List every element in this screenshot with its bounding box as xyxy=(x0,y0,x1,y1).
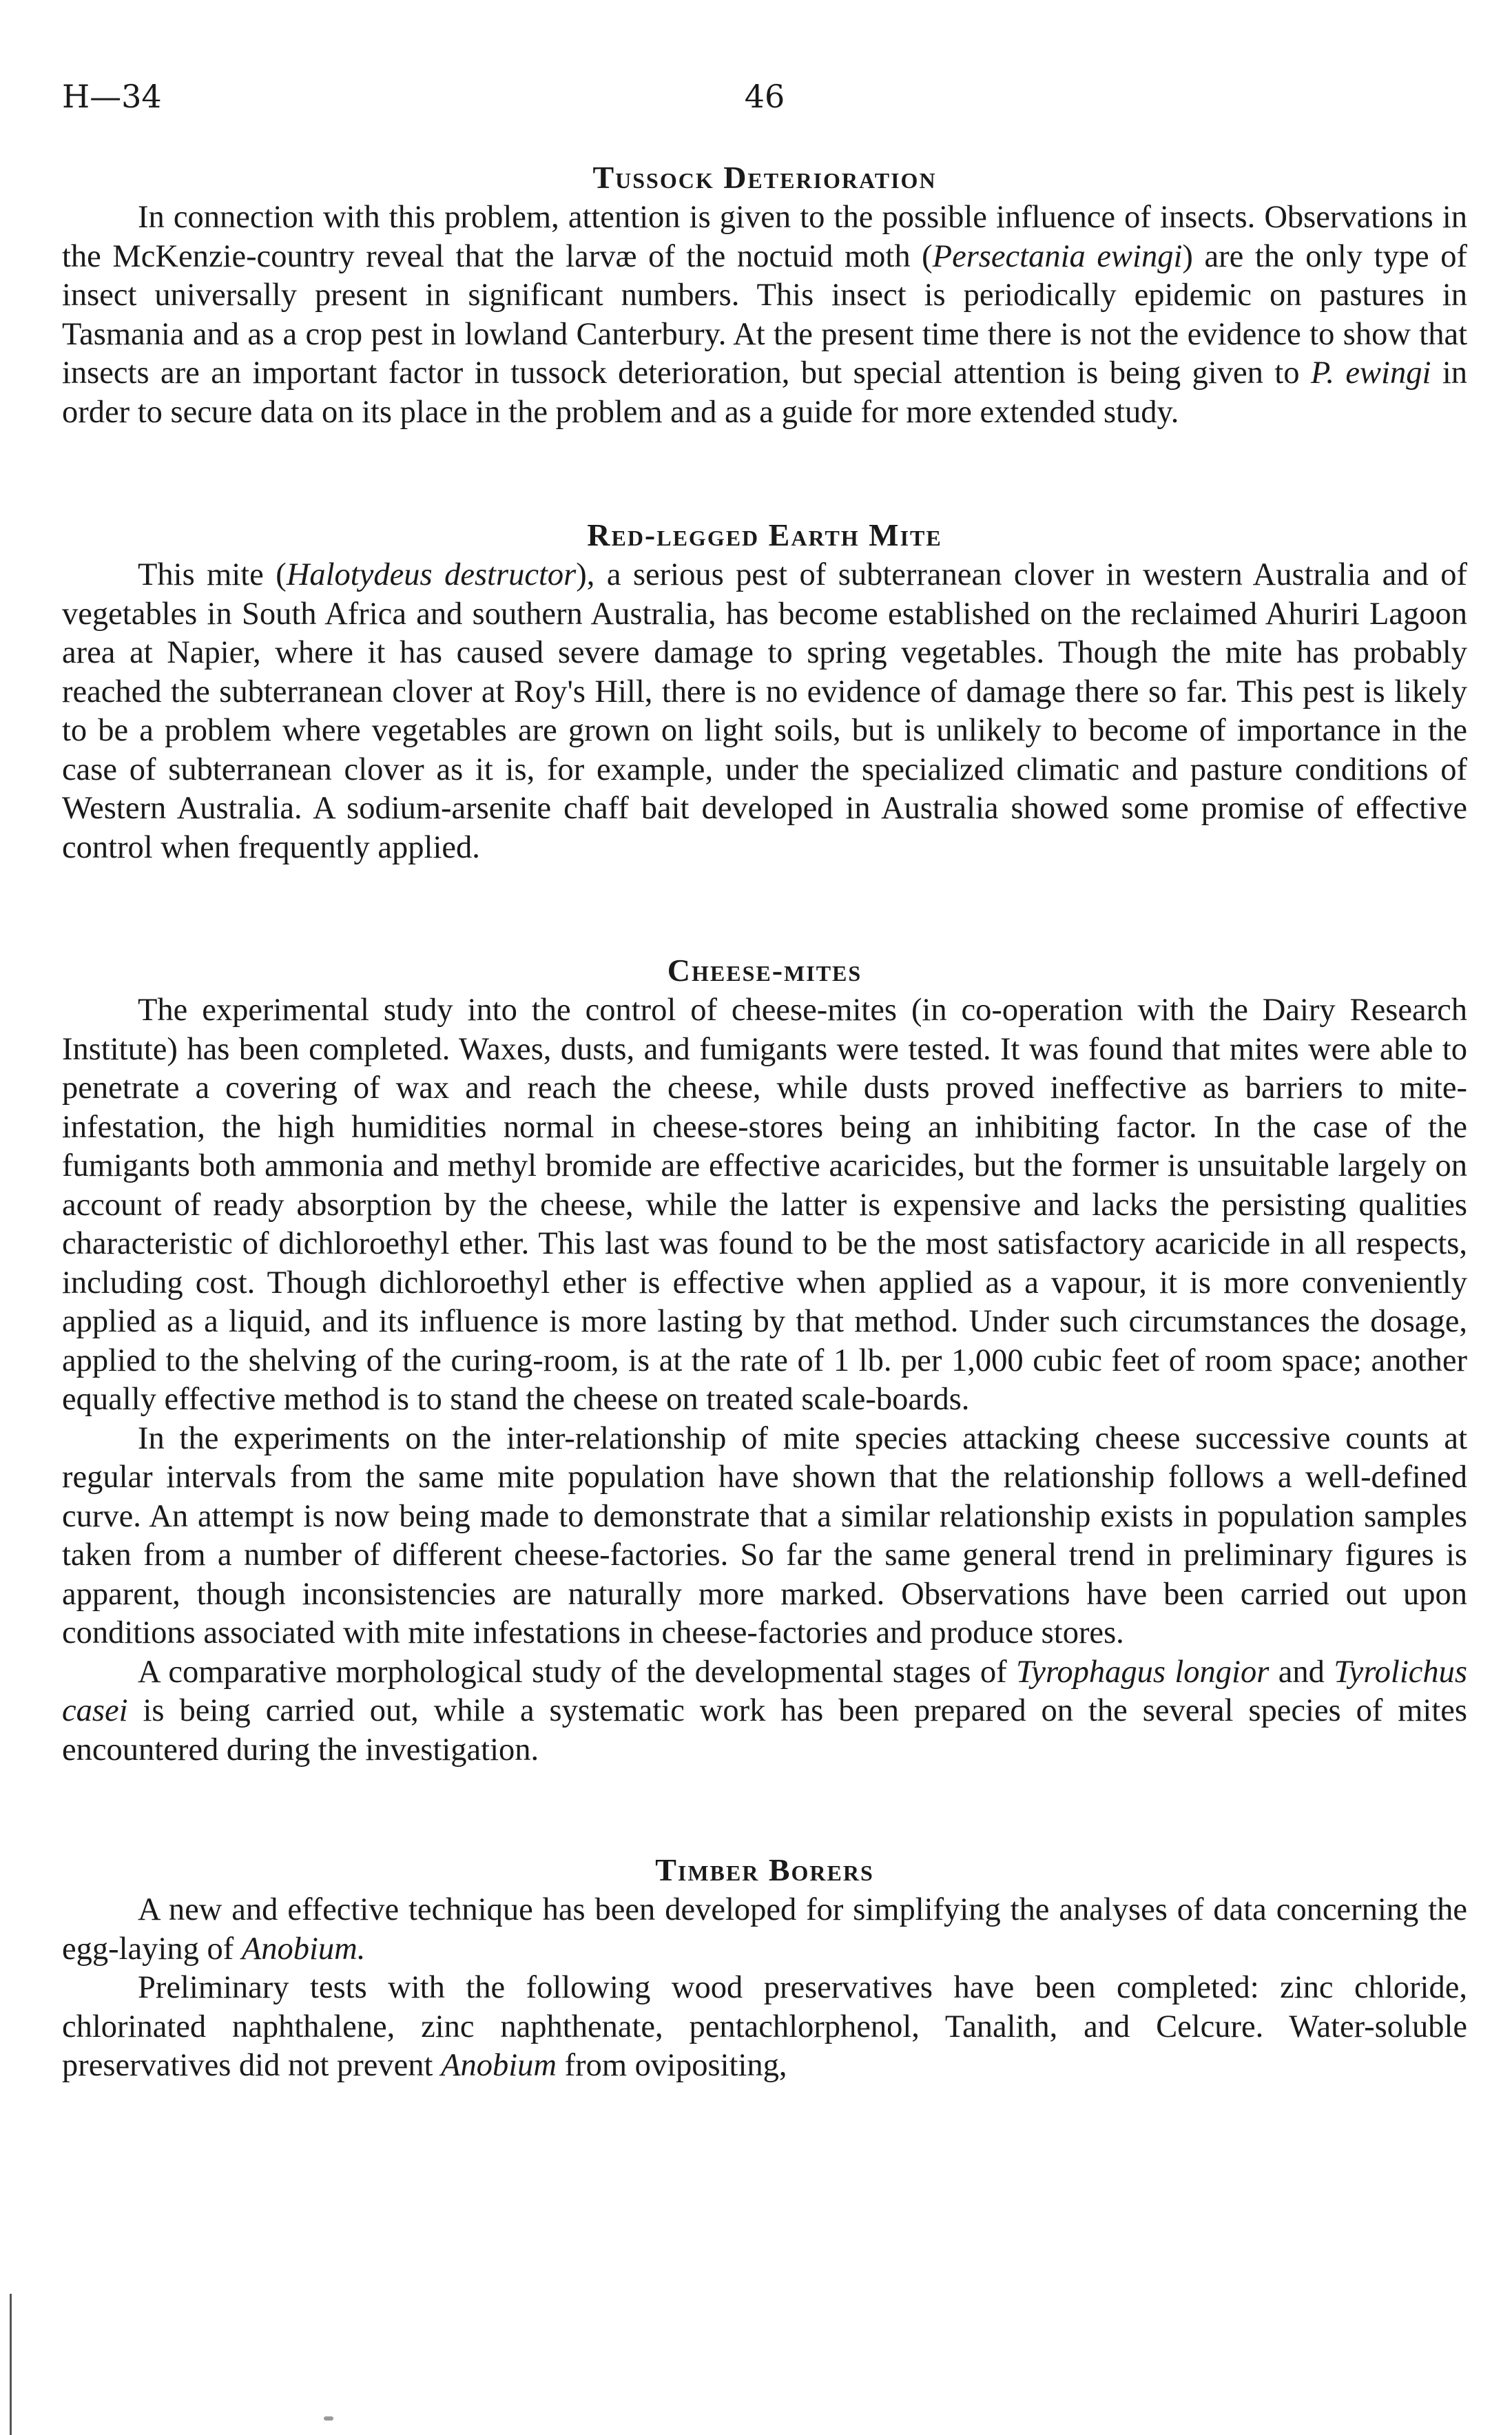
page-header xyxy=(62,72,1467,121)
italic-text: Halotydeus destructor xyxy=(286,557,577,592)
text-run: This mite ( xyxy=(138,557,287,592)
paragraph xyxy=(62,1420,1467,1653)
section-heading: Cheese-mites xyxy=(667,953,862,988)
section-heading: Tussock Deterioration xyxy=(592,160,937,195)
italic-text: Tyrophagus longior xyxy=(1015,1654,1270,1690)
italic-text: Anobium xyxy=(441,2048,557,2083)
page-body xyxy=(62,158,1467,2086)
text-run: Preliminary tests with the following wood preservatives have been completed: zinc chloride, chlorinated naphthalene, zinc naphthenate, pentachlorphenol, Tanalith, and Celcure. Water-soluble preservatives did not prevent xyxy=(62,1970,1467,2083)
section-tussock-deterioration xyxy=(62,158,1467,432)
italic-text: Persectania ewingi xyxy=(932,238,1183,274)
text-run: from ovipositing, xyxy=(556,2048,787,2083)
paragraph xyxy=(62,198,1467,432)
scan-speck xyxy=(324,2416,333,2421)
section-heading: Timber Borers xyxy=(655,1852,874,1887)
italic-text: P. ewingi xyxy=(1310,355,1431,391)
text-run: In the experiments on the inter-relationship of mite species attacking cheese successive counts at regular intervals from the same mite population have shown that the relationship follows a well-defined curve. An attempt is now being made to demonstrate that a similar relationship exists in population samples taken from a number of different cheese-factories. So far the same general trend in preliminary figures is apparent, though inconsistencies are naturally more marked. Observations have been carried out upon conditions associated with mite infestations in cheese-factories and produce stores. xyxy=(62,1420,1467,1650)
text-run: In connection with this problem, attention is given to the possible influence of insects. Observations in the McKenzie-country reveal that the larvæ of the noctuid moth ( xyxy=(62,200,1467,274)
text-run: ) are the only type of insect universally present in significant numbers. This insect is periodically epidemic on pastures in Tasmania and as a crop pest in lowland Canterbury. At the present time there is not the evidence to show that insects are an important factor in tussock deterioration, but special attention is being given to xyxy=(62,238,1467,391)
italic-text: Tyrolichus casei xyxy=(62,1654,1468,1728)
text-run: is being carried out, while a systematic work has been prepared on the several species of mites encountered during the investigation. xyxy=(62,1693,1467,1768)
paragraph xyxy=(62,991,1467,1420)
italic-text: Anobium. xyxy=(241,1931,366,1967)
paragraph xyxy=(62,1653,1467,1770)
text-run: in order to secure data on its place in the problem and as a guide for more extended study. xyxy=(62,355,1468,430)
page-number: 46 xyxy=(744,78,785,115)
paragraph xyxy=(62,1891,1467,1969)
text-run: A new and effective technique has been developed for simplifying the analyses of data concerning the egg-laying of xyxy=(62,1892,1467,1967)
text-run: ), a serious pest of subterranean clover in western Australia and of vegetables in South Africa and southern Australia, has become established on the reclaimed Ahuriri Lagoon area at Napier, where it has caused severe damage to spring vegetables. Though the mite has probably reached the subterranean clover at Roy's Hill, there is no evidence of damage there so far. This pest is likely to be a problem where vegetables are grown on light soils, but is unlikely to become of importance in the case of subterranean clover as it is, for example, under the specialized climatic and pasture conditions of Western Australia. A sodium-arsenite chaff bait developed in Australia showed some promise of effective control when frequently applied. xyxy=(62,557,1467,865)
section-cheese-mites xyxy=(62,951,1467,1770)
paragraph xyxy=(62,1969,1467,2086)
text-run: The experimental study into the control of cheese-mites (in co-operation with the Dairy Research Institute) has been completed. Waxes, dusts, and fumigants were tested. It was found that mites were able to penetrate a covering of wax and reach the cheese, while dusts proved ineffective as barriers to mite-infestation, the high humidities normal in cheese-stores being an inhibiting factor. In the case of the fumigants both ammonia and methyl bromide are effective acaricides, but the former is unsuitable largely on account of ready absorption by the cheese, while the latter is expensive and lacks the persisting qualities characteristic of dichloroethyl ether. This last was found to be the most satisfactory acaricide in all respects, including cost. Though dichloroethyl ether is effective when applied as a vapour, it is more conveniently applied as a liquid, and its influence is more lasting by that method. Under such circumstances the dosage, applied to the shelving of the curing-room, is at the rate of 1 lb. per 1,000 cubic feet of room space; another equally effective method is to stand the cheese on treated scale-boards. xyxy=(62,993,1467,1417)
section-timber-borers xyxy=(62,1851,1467,2086)
text-run: and xyxy=(1269,1654,1334,1690)
paragraph xyxy=(62,556,1467,867)
document-reference: H—34 xyxy=(62,78,162,115)
section-heading: Red-legged Earth Mite xyxy=(587,517,942,552)
text-run: A comparative morphological study of the developmental stages of xyxy=(138,1654,1016,1690)
scan-margin-line xyxy=(10,2294,12,2435)
section-red-legged-earth-mite xyxy=(62,516,1467,867)
